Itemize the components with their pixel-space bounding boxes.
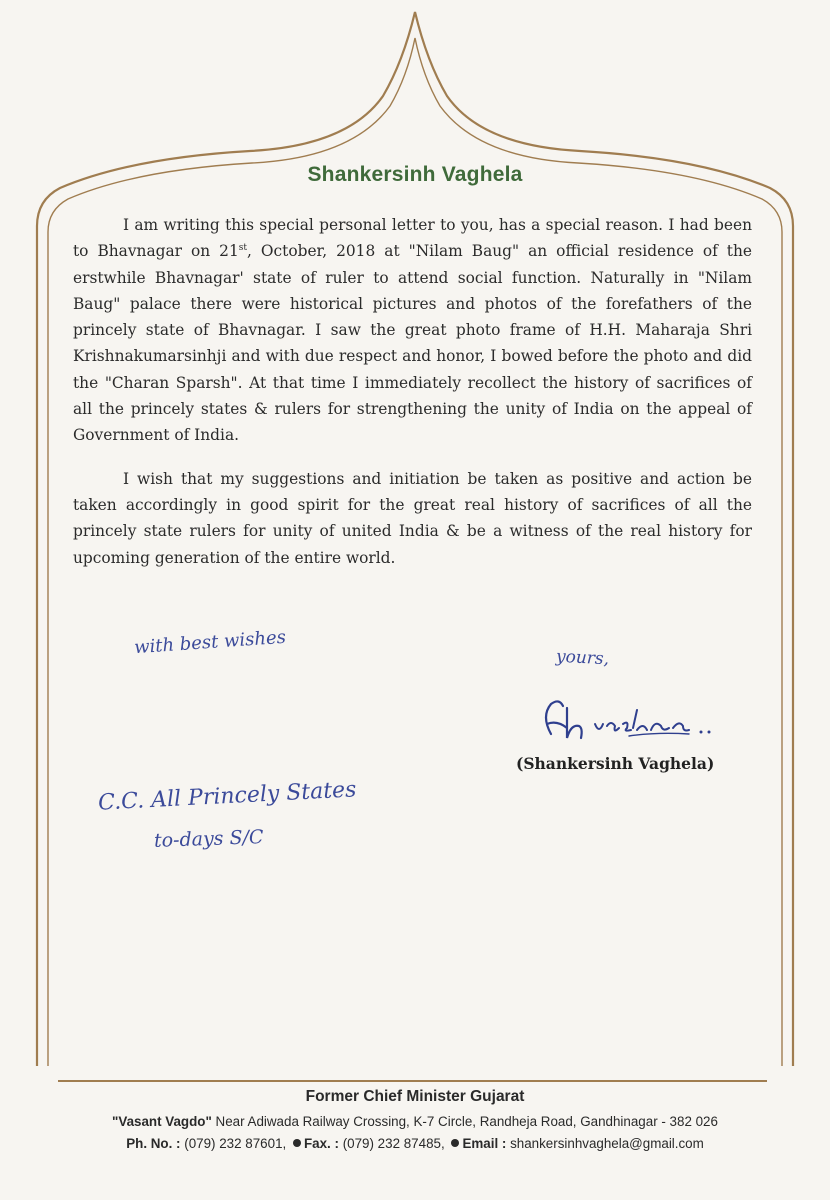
bullet-icon <box>451 1139 459 1147</box>
fax-value: (079) 232 87485, <box>338 1136 445 1151</box>
handwritten-cc-line-2: to-days S/C <box>153 826 264 852</box>
email-value: shankersinhvaghela@gmail.com <box>506 1136 704 1151</box>
paragraph-1 <box>73 212 752 449</box>
paragraph-1-part-b: , October, 2018 at "Nilam Baug" an official residence of the erstwhile Bhavnagar' state of ruler to attend social function. Naturally in "Nilam Baug" palace there were historical pictures and photos of the forefathers of the princely state of Bhavnagar. I saw the great photo frame of H.H. Maharaja Shri Krishnakumarsinhji and with due respect and honor, I bowed before the photo and did the "Charan Sparsh". At that time I immediately recollect the history of sacrifices of all the princely states & rulers for strengthening the unity of India on the appeal of Government of India. <box>73 242 752 445</box>
paragraph-1-part-a: I am writing this special personal letter to you, has a special reason. I had been to Bhavnagar on 21 <box>73 216 752 261</box>
handwritten-wishes: with best wishes <box>133 626 287 659</box>
address-rest: Near Adiwada Railway Crossing, K-7 Circle, Randheja Road, Gandhinagar - 382 026 <box>211 1114 718 1129</box>
address-house-name: "Vasant Vagdo" <box>112 1114 212 1129</box>
phone-value: (079) 232 87601, <box>180 1136 287 1151</box>
bullet-icon <box>293 1139 301 1147</box>
paragraph-2: I wish that my suggestions and initiation be taken as positive and action be taken accordingly in good spirit for the great real history of sacrifices of all the princely state rulers for unity of united India & be a witness of the real history for upcoming generation of the entire world. <box>73 469 752 567</box>
phone-label: Ph. No. : <box>126 1136 181 1151</box>
letterhead-name: Shankersinh Vaghela <box>307 163 523 186</box>
handwritten-signature <box>537 694 721 750</box>
footer-title: Former Chief Minister Gujarat <box>305 1088 525 1105</box>
handwritten-yours: yours, <box>555 646 610 670</box>
footer-divider <box>58 1080 767 1082</box>
signatory-name: (Shankersinh Vaghela) <box>516 754 715 773</box>
email-label: Email : <box>462 1136 507 1151</box>
footer-address <box>0 1114 830 1129</box>
fax-label: Fax. : <box>303 1136 339 1151</box>
letter-body <box>73 212 752 588</box>
footer-contact <box>0 1136 830 1151</box>
ordinal-suffix: st <box>238 243 248 254</box>
handwritten-cc-line-1: C.C. All Princely States <box>97 777 358 816</box>
